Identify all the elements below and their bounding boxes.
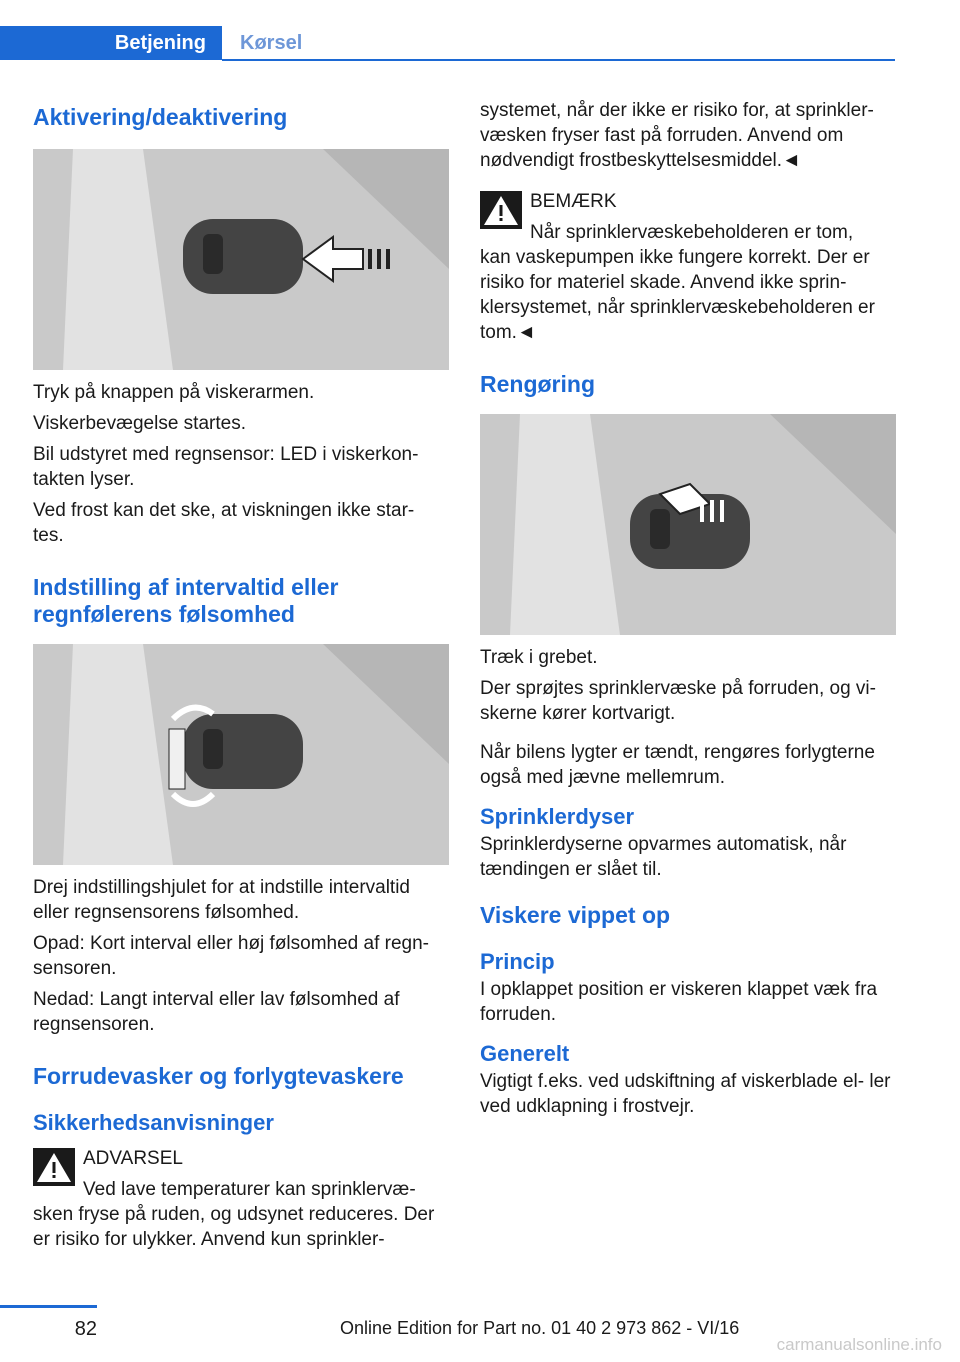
note-text-first: Når sprinklervæskebeholderen er tom,: [530, 222, 854, 243]
warning-icon: [480, 191, 522, 229]
text-continuation: systemet, når der ikke er risiko for, at sprinkler- væsken fryser fast på forruden. Anvend om nødvendigt frostbeskyttelsesmiddel.◄: [480, 100, 874, 171]
note-text-rest: kan vaskepumpen ikke fungere korrekt. Der er risiko for materiel skade. Anvend ikke sprin- klersystemet, når sprinklervæskebeholderen er tom.◄: [480, 247, 875, 343]
heading-cleaning: Rengøring: [480, 371, 595, 397]
warning-label: ADVARSEL: [83, 1148, 183, 1169]
note-block: [480, 189, 896, 345]
warning-icon: [33, 1148, 75, 1186]
heading-safety: Sikkerhedsanvisninger: [33, 1110, 274, 1135]
right-column: [480, 98, 896, 1119]
text-general: Vigtigt f.eks. ved udskiftning af viskerblade el- ler ved udklapning i frostvejr.: [480, 1071, 891, 1117]
heading-activation: Aktivering/deaktivering: [33, 104, 288, 130]
text-up: Opad: Kort interval eller høj følsomhed af regn- sensoren.: [33, 933, 430, 979]
text-nozzles: Sprinklerdyserne opvarmes automatisk, når tændingen er slået til.: [480, 834, 847, 880]
figure-wiper-button: [33, 149, 449, 370]
heading-principle: Princip: [480, 949, 555, 974]
tab-betjening[interactable]: Betjening: [0, 26, 222, 60]
text-wipe-starts: Viskerbevægelse startes.: [33, 413, 246, 434]
header-tabs: [0, 0, 895, 62]
edition-text: Online Edition for Part no. 01 40 2 973 862 - VI/16: [340, 1318, 740, 1338]
tab-divider: [222, 59, 895, 61]
text-spray: Der sprøjtes sprinklervæske på forruden, og vi- skerne kører kortvarigt.: [480, 678, 876, 724]
left-column: [33, 98, 449, 1252]
text-headlights: Når bilens lygter er tændt, rengøres forlygterne også med jævne mellemrum.: [480, 742, 875, 788]
warning-block: [33, 1146, 449, 1252]
heading-interval: Indstilling af intervaltid eller regnfølerens følsomhed: [33, 574, 339, 627]
text-principle: I opklappet position er viskeren klappet væk fra forruden.: [480, 979, 878, 1025]
page-number: 82: [74, 1318, 97, 1340]
text-rain-sensor: Bil udstyret med regnsensor: LED i viskerkon- takten lyser.: [33, 444, 419, 490]
heading-folded: Viskere vippet op: [480, 902, 671, 928]
warning-text-first: Ved lave temperaturer kan sprinklervæ-: [83, 1179, 416, 1200]
text-press-button: Tryk på knappen på viskerarmen.: [33, 382, 315, 403]
text-frost: Ved frost kan det ske, at viskningen ikke star- tes.: [33, 500, 415, 546]
heading-general: Generelt: [480, 1041, 570, 1066]
footer-rule: [0, 1305, 97, 1308]
watermark: carmanualsonline.info: [776, 1335, 942, 1354]
text-down: Nedad: Langt interval eller lav følsomhed af regnsensoren.: [33, 989, 400, 1035]
heading-nozzles: Sprinklerdyser: [480, 804, 635, 829]
figure-wiper-wheel: [33, 644, 449, 865]
note-label: BEMÆRK: [530, 191, 617, 212]
text-pull-lever: Træk i grebet.: [480, 647, 598, 668]
tab-korsel[interactable]: Kørsel: [240, 31, 303, 54]
text-turn-wheel: Drej indstillingshjulet for at indstille intervaltid eller regnsensorens følsomhed.: [33, 877, 411, 923]
figure-wiper-pull: [480, 414, 896, 635]
heading-washer: Forrudevasker og forlygtevaskere: [33, 1063, 404, 1089]
warning-text-rest: sken fryse på ruden, og udsynet reduceres. Der er risiko for ulykker. Anvend kun sprinkler-: [33, 1204, 435, 1250]
